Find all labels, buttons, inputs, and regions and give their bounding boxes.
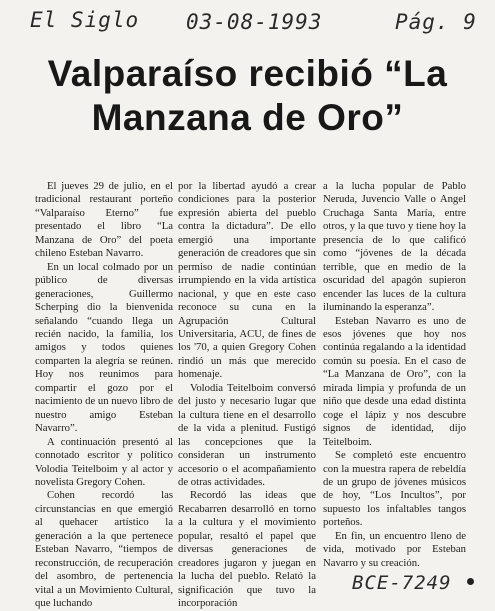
article-column-2 xyxy=(178,180,316,611)
col2-paragraph-1: por la libertad ayudó a crear condiciones para la posterior expresión abierta del pueblo contra la dictadura”. De ello emergió una importante generación de creadores que sin permiso de nadie continúan irrumpiendo en la vida artística nacional, y que en este caso reconoce su cuna en la Agrupación Cultural Universitaria, ACU, de fines de los '70, a quien Gregory Cohen rindió un más que merecido homenaje. xyxy=(178,180,316,381)
handwritten-date: 03-08-1993 xyxy=(186,10,323,34)
article-headline xyxy=(0,52,495,140)
handwritten-page-number: Pág. 9 xyxy=(395,10,477,34)
col3-paragraph-4: En fin, un encuentro lleno de vida, motivado por Esteban Navarro y su creación. xyxy=(323,529,466,569)
article-column-3 xyxy=(323,180,466,570)
col2-paragraph-3: Recordó las ideas que Recabarren desarrolló en torno a la cultura y el movimiento popular, resaltó el papel que diversas generaciones de creadores jugaron y juegan en la lucha del pueblo. Relató la significación que tuvo la incorporación xyxy=(178,489,316,610)
col1-paragraph-3: A continuación presentó al connotado escritor y político Volodia Teitelboim y al actor y novelista Gregory Cohen. xyxy=(35,435,173,488)
col1-paragraph-4: Cohen recordó las circunstancias en que emergió al quehacer artístico la generación a la que pertenece Esteban Navarro, “tiempos de reconstrucción, de recuperación del asombro, de pertenencia vital a un Movimiento Cultural, que luchando xyxy=(35,489,173,610)
headline-line-1: Valparaíso recibió “La xyxy=(47,53,448,94)
col1-paragraph-2: En un local colmado por un público de diversas generaciones, Guillermo Scherping dio la bienvenida señalando “cuando llega un recién nacido, la familia, los amigos y todos quienes comparten la alegría se reúnen. Hoy nos reunimos para compartir el gozo por el nacimiento de un nuevo libro de nuestro amigo Esteban Navarro”. xyxy=(35,260,174,435)
col2-paragraph-2: Volodia Teitelboim conversó del justo y necesario lugar que la cultura tiene en el desarrollo de la vida a plenitud. Fustigó las concepciones que la consideran un instrumento accesorio o el acompañamiento de otras actividades. xyxy=(178,381,316,488)
col3-paragraph-1: a la lucha popular de Pablo Neruda, Juvencio Valle o Angel Cruchaga Santa María, entre otros, y la que tuvo y tiene hoy la presencia de lo que calificó como “jóvenes de la década terrible, que en medio de la oscuridad del apagón supieron encender las luces de la cultura iluminando la esperanza”. xyxy=(323,180,466,314)
end-of-article-bullet xyxy=(467,578,474,585)
handwritten-archive-code: BCE-7249 xyxy=(352,572,452,594)
article-column-1 xyxy=(35,180,173,611)
headline-line-2: Manzana de Oro” xyxy=(91,97,404,138)
col1-paragraph-1: El jueves 29 de julio, en el tradicional restaurant porteño “Valparaíso Eterno” fue presentado el libro “La Manzana de Oro” del poeta chileno Esteban Navarro. xyxy=(35,180,173,260)
col3-paragraph-2: Esteban Navarro es uno de esos jóvenes que hoy nos continúa regalando a la identidad común su poesía. En el caso de “La Manzana de Oro”, con la mirada limpia y profunda de un niño que desde una edad distinta coge el lápiz y nos descubre signos de identidad, dijo Teitelboim. xyxy=(323,314,466,448)
col3-paragraph-3: Se completó este encuentro con la muestra rapera de rebeldía de un grupo de jóvenes músicos de hoy, “Los Incultos”, por supuesto los infaltables tangos porteños. xyxy=(323,449,466,529)
handwritten-newspaper-name: El Siglo xyxy=(30,8,140,32)
